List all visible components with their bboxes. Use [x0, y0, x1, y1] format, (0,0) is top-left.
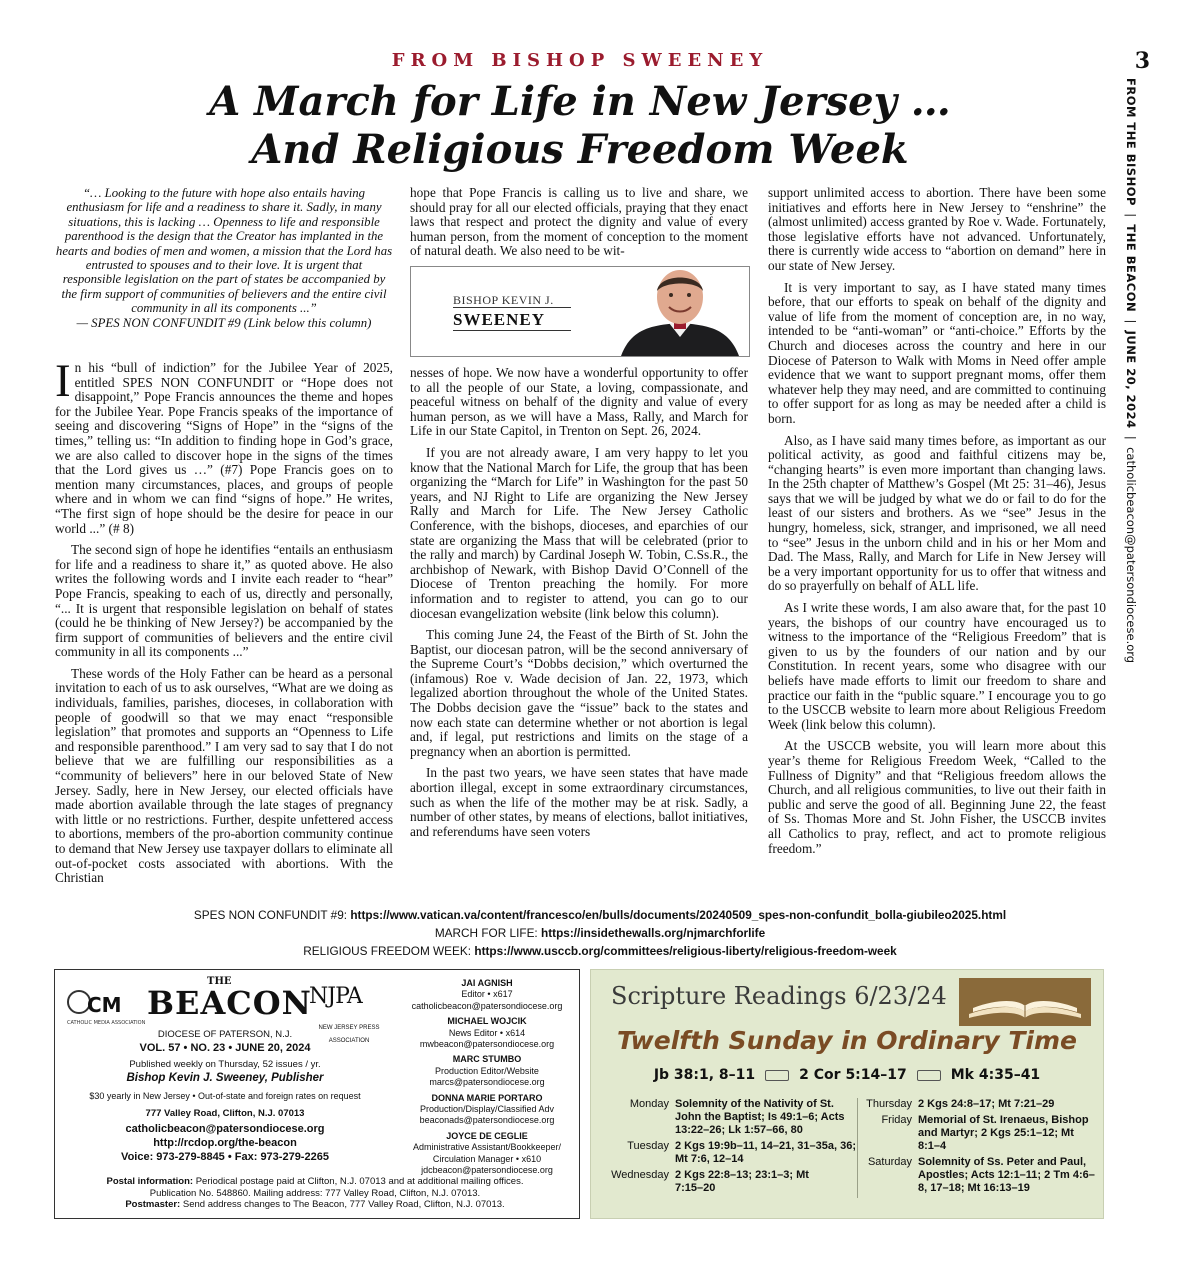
side-date: JUNE 20, 2024 [1124, 330, 1138, 429]
weekday-readings-right [857, 1098, 1104, 1198]
svg-text:CM: CM [87, 993, 122, 1017]
reading-row [864, 1156, 1104, 1195]
col2-paragraph-3: This coming June 24, the Feast of the Birth of St. John the Baptist, our diocesan patron, will be the second anniversary of the Supreme Court’s “Dobbs decision,” which overturned the (infamous) Roe v. Wade decision of Jan. 22, 1973, which legalized abortion throughout the whole of the United States. The Dobbs decision gave the “issue” back to the states and now each state can determine whether or not abortion is legal and, if legal, put restrictions and limits on the stage of a pregnancy when an abortion is permitted. [410, 627, 748, 759]
side-sep-2: | [1124, 319, 1138, 324]
side-paper: THE BEACON [1124, 224, 1138, 313]
reading-row [601, 1140, 863, 1166]
byline-label: BISHOP KEVIN J. [453, 293, 554, 307]
staff-email: jdcbeacon@patersondiocese.org [421, 1165, 553, 1176]
staff-name: JOYCE DE CEGLIE [446, 1130, 528, 1141]
col2-top-paragraph: hope that Pope Francis is calling us to live and share, we should pray for all our elected officials, praying that they enact laws that respect and protect the dignity and value of every human person, from the moment of conception to the moment of natural death. We also need to be wit- [410, 185, 748, 259]
open-bible-icon [959, 978, 1091, 1026]
reading-text: 2 Kgs 22:8–13; 23:1–3; Mt 7:15–20 [675, 1169, 809, 1194]
column-3 [768, 186, 1106, 863]
reading-row [601, 1098, 863, 1137]
pull-quote-text: “… Looking to the future with hope also entails having enthusiasm for life and a readiness to share it. Sadly, in many situations, this is lacking … Openness to life and responsible parenthood is the design that the Creator has implanted in the hearts and bodies of men and women, a mission that the Lord has entrusted to spouses and to their love. It is urgent that responsible legislation on the part of states be accompanied by the firm support of communities of believers and the entire civil community in all its components ...” [55, 186, 393, 316]
byline-rule-bottom [453, 330, 571, 331]
side-sep-1: | [1124, 213, 1138, 218]
pull-quote-source: — SPES NON CONFUNDIT #9 (Link below this column) [76, 315, 372, 330]
staff-email: mwbeacon@patersondiocese.org [419, 1039, 555, 1050]
link-url-march[interactable]: https://insidethewalls.org/njmarchforlife [541, 926, 766, 940]
column-1 [55, 355, 393, 893]
staff-email: beaconads@patersondiocese.org [419, 1115, 555, 1126]
reading-day: Saturday [867, 1156, 912, 1168]
postmaster-label: Postmaster: [125, 1199, 181, 1210]
link-label-rfw: RELIGIOUS FREEDOM WEEK: [303, 944, 472, 958]
postal-info [65, 1176, 565, 1211]
reading-text: 2 Kgs 24:8–17; Mt 7:21–29 [918, 1098, 1055, 1110]
njpa-logo: NJPA [309, 984, 362, 1009]
svg-text:CATHOLIC MEDIA ASSOCIATION: CATHOLIC MEDIA ASSOCIATION [67, 1020, 146, 1026]
column-2-top [410, 186, 748, 266]
link-url-rfw[interactable]: https://www.usccb.org/committees/religious-liberty/religious-freedom-week [474, 944, 897, 958]
readings-title: Scripture Readings 6/23/24 [611, 982, 947, 1010]
postmaster-line: Send address changes to The Beacon, 777 Valley Road, Clifton, N.J. 07013. [182, 1199, 505, 1210]
reading-ref-1: Jb 38:1, 8–11 [653, 1067, 756, 1083]
section-kicker: FROM BISHOP SWEENEY [391, 50, 769, 71]
postal-label: Postal information: [106, 1176, 194, 1187]
book-divider-icon [765, 1070, 789, 1081]
drop-cap: I [55, 355, 71, 407]
address-line: 777 Valley Road, Clifton, N.J. 07013 [145, 1108, 305, 1119]
reading-day: Tuesday [627, 1140, 669, 1152]
col3-paragraph-1: support unlimited access to abortion. There have been some initiatives and efforts here in New Jersey to “enshrine” the (almost unlimited) access granted by Roe v. Wade. Fortunately, those legislative efforts have not advanced. Unfortunately, there is currently wide access to “abortion on demand” here in our state of New Jersey. [768, 185, 1106, 273]
cma-logo-icon [65, 988, 146, 1028]
sunday-readings [591, 1067, 1103, 1083]
byline-rule-top [453, 307, 571, 308]
headline-line-2: And Religious Freedom Week [251, 126, 909, 173]
reading-text: Solemnity of Ss. Peter and Paul, Apostles; Acts 12:1–11; 2 Tm 4:6–8, 17–18; Mt 16:13–19 [918, 1156, 1095, 1194]
reading-text: Solemnity of the Nativity of St. John the Baptist; Is 49:1–6; Acts 13:22–26; Lk 1:57–66, 80 [675, 1098, 845, 1136]
link-row-spes [0, 906, 1200, 924]
side-sep-3: | [1124, 435, 1138, 440]
col1-paragraph-2: The second sign of hope he identifies “entails an enthusiasm for life and a readiness to share it,” as quoted above. He also writes the following words and I invite each reader to “hear” Pope Francis, speaking to each of us, directly and personally, “... It is urgent that responsible legislation on behalf of states (could he be thinking of New Jersey?) be accompanied by the firm support of communities of believers and the entire civil community in all its components ...” [55, 542, 393, 660]
link-label-march: MARCH FOR LIFE: [434, 926, 538, 940]
published-line: Published weekly on Thursday, 52 issues / yr. [129, 1059, 321, 1070]
column-2 [410, 366, 748, 846]
side-section: FROM THE BISHOP [1124, 78, 1138, 206]
col1-p1-text: n his “bull of indiction” for the Jubilee Year of 2025, entitled SPES NON CONFUNDIT or “Hope does not disappoint,” Pope Francis announces the theme and hopes for the Jubilee Year. Pope Francis speaks of the importance of seeing and discovering “Signs of Hope” in the “signs of the times,” telling us: “In addition to finding hope in God’s grace, we are also called to discover hope in the signs of the times that the Lord gives us …” (#7) Pope Francis goes on to mention many circumstances, places, and groups of people where and in whom we can find “signs of hope.” He writes, “The first sign of hope should be the desire for peace in our world ...” (# 8) [55, 360, 393, 536]
col2-paragraph-2: If you are not already aware, I am very happy to let you know that the National March for Life, the group that has been organizing the “March for Life” in Washington for the past 50 years, and NJ Right to Life are organizing the New Jersey Rally and March for Life. The New Jersey Catholic Conference, with the bishops, dioceses, and eparchies of our state are organizing the Mass that will be celebrated (prior to the rally and march) by Cardinal Joseph W. Tobin, C.Ss.R., the archbishop of Newark, with Bishop David O’Connell of the Diocese of Trenton preaching the homily. For more information and to register to attend, you can go to our diocesan evangelization website (link below this column). [410, 444, 748, 621]
col3-paragraph-4: As I write these words, I am also aware that, for the past 10 years, the bishops of our country have encouraged us to witness to the importance of the “Religious Freedom” that is given to us by the founders of our nation and by our Constitution. In recent years, some who disagree with our beliefs have made efforts to limit our freedom to share and practice our faith in the “public square.” I encourage you to go to the USCCB website to learn more about Religious Freedom Week (link below this column). [768, 600, 1106, 732]
pull-quote [55, 186, 393, 330]
staff-name: MICHAEL WOJCIK [447, 1016, 527, 1027]
readings-subtitle: Twelfth Sunday in Ordinary Time [617, 1026, 1077, 1055]
scripture-readings-box [590, 969, 1104, 1219]
staff-email: catholicbeacon@patersondiocese.org [411, 1000, 563, 1011]
staff-role: Administrative Assistant/Bookkeeper/ Circulation Manager • x610 [412, 1142, 562, 1164]
staff-entry [397, 1054, 577, 1088]
col2-paragraph-1: nesses of hope. We now have a wonderful opportunity to offer to all the people of our State, a loving, compassionate, and peaceful witness on behalf of the dignity and value of every human person, as we will have a Mass, Rally, and March for Life in our State Capitol, in Trenton on Sept. 26, 2024. [410, 365, 748, 439]
reading-text: Memorial of St. Irenaeus, Bishop and Martyr; 2 Kgs 25:1–12; Mt 8:1–4 [918, 1114, 1089, 1152]
staff-entry [397, 978, 577, 1012]
side-email: catholicbeacon@patersondiocese.org [1124, 447, 1138, 664]
postal-line-2: Publication No. 548860. Mailing address: 777 Valley Road, Clifton, N.J. 07013. [149, 1187, 481, 1199]
book-divider-icon [917, 1070, 941, 1081]
col3-paragraph-2: It is very important to say, as I have stated many times before, that our efforts to speak on behalf of the dignity and value of life from the moment of conception are, in no way, intended to be “anti-woman” or “anti-choice.” Efforts by the Church and dioceses across the country and here in our Diocese of Paterson to Walk with Moms in Need offer ample evidence that we want to support pregnant moms, offer them whatever help they may need, and are committed to continuing to offer support for as long as may be needed after a child is born. [768, 279, 1106, 426]
staff-role: Production Editor/Website [435, 1065, 539, 1076]
byline-box [410, 266, 750, 357]
reading-row [864, 1114, 1104, 1153]
reading-day: Wednesday [611, 1169, 669, 1181]
col3-paragraph-3: Also, as I have said many times before, as important as our political activity, as good and faithful citizens may be, “changing hearts” is even more important than changing laws. In the 25th chapter of Matthew’s Gospel (Mt 25: 31–46), Jesus says that we will be judged by what we do or fail to do for the least of our sisters and brothers. As we “see” Jesus in the hungry, homeless, sick, stranger, and imprisoned, we all need to “see” Jesus in the unborn child and in his or her Mom and Dad. The Mass, Rally, and March for Life in New Jersey will be a very important opportunity for us to offer that witness and do so prayerfully on behalf of ALL life. [768, 432, 1106, 594]
phone-line: Voice: 973-279-8845 • Fax: 973-279-2265 [121, 1151, 329, 1163]
link-url-spes[interactable]: https://www.vatican.va/content/francesco/en/bulls/documents/20240509_spes-non-confundit_bolla-giubileo2025.html [350, 908, 1007, 922]
staff-role: News Editor • x614 [448, 1027, 526, 1038]
staff-entry [397, 1093, 577, 1127]
postal-line-1: Periodical postage paid at Clifton, N.J. 07013 and at additional mailing offices. [195, 1176, 524, 1187]
volume-line: VOL. 57 • NO. 23 • JUNE 20, 2024 [139, 1042, 311, 1054]
reading-text: 2 Kgs 19:9b–11, 14–21, 31–35a, 36; Mt 7:6, 12–14 [675, 1140, 857, 1165]
email-line[interactable]: catholicbeacon@patersondiocese.org [125, 1123, 325, 1135]
staff-role: Production/Display/Classified Adv [419, 1104, 555, 1115]
reading-ref-2: 2 Cor 5:14–17 [799, 1067, 907, 1083]
reading-day: Friday [881, 1114, 912, 1126]
reference-links [0, 906, 1200, 960]
beacon-the: THE [207, 976, 232, 987]
web-line[interactable]: http://rcdop.org/the-beacon [153, 1137, 297, 1149]
byline-name: SWEENEY [453, 310, 546, 329]
headline-line-1: A March for Life in New Jersey … [209, 78, 951, 125]
link-label-spes: SPES NON CONFUNDIT #9: [193, 908, 348, 922]
staff-email: marcs@patersondiocese.org [429, 1077, 545, 1088]
staff-role: Editor • x617 [461, 989, 513, 1000]
reading-day: Monday [629, 1098, 669, 1110]
link-row-rfw [0, 942, 1200, 960]
njpa-subtitle: NEW JERSEY PRESS ASSOCIATION [318, 1025, 380, 1044]
diocese-line: DIOCESE OF PATERSON, N.J. [157, 1029, 293, 1040]
staff-name: MARC STUMBO [452, 1054, 522, 1065]
reading-day: Thursday [866, 1098, 912, 1110]
staff-entry [397, 1016, 577, 1050]
weekday-readings-left [601, 1098, 863, 1198]
page-number: 3 [1134, 48, 1150, 74]
reading-row [864, 1098, 1104, 1111]
side-strip [1108, 78, 1152, 664]
beacon-title: BEACON [147, 984, 312, 1022]
col3-paragraph-5: At the USCCB website, you will learn more about this year’s theme for Religious Freedom Week, “Called to the Fullness of Dignity” and that “Religious freedom allows the Church, and all religious communities, to live out their faith in public and serve the good of all. Beginning June 22, the feast of Ss. Thomas More and St. John Fisher, the USCCB invites all Catholics to pray, reflect, and act to promote religious freedom.” [768, 738, 1106, 856]
masthead-box [54, 969, 580, 1219]
article-headline [0, 78, 1160, 174]
staff-name: DONNA MARIE PORTARO [431, 1092, 543, 1103]
link-row-march [0, 924, 1200, 942]
col1-paragraph-3: These words of the Holy Father can be heard as a personal invitation to each of us to ask ourselves, “What are we doing as individuals, families, parishes, dioceses, in collaboration with people of goodwill so that we may enact “responsible legislation” that promotes and supports an “Openness to Life and responsible parenthood.” I am very sad to say that I do not believe that we are fulfilling our responsibilities as a “community of believers” here in our beloved State of New Jersey. Sadly, here in New Jersey, our elected officials have made abortion available through the late stages of pregnancy with little or no restrictions. Further, despite unfettered access to abortions, members of the pro-abortion community continue to demand that New Jersey use taxpayer dollars to eliminate all out-of-pocket costs associated with abortions. With the Christian [55, 665, 393, 886]
reading-row [601, 1169, 863, 1195]
staff-name: JAI AGNISH [461, 978, 513, 988]
bishop-portrait [611, 267, 749, 356]
rates-line: $30 yearly in New Jersey • Out-of-state and foreign rates on request [89, 1091, 361, 1101]
staff-list [397, 978, 577, 1177]
col2-paragraph-4: In the past two years, we have seen states that have made abortion illegal, except in some extraordinary circumstances, such as when the life of the mother may be at risk. Sadly, a number of other states, by means of elections, ballot initiatives, and referendums have seen voters [410, 765, 748, 839]
staff-entry [397, 1131, 577, 1177]
reading-ref-3: Mk 4:35–41 [950, 1067, 1041, 1083]
col1-paragraph-1 [55, 355, 393, 536]
publisher-line: Bishop Kevin J. Sweeney, Publisher [126, 1072, 324, 1084]
